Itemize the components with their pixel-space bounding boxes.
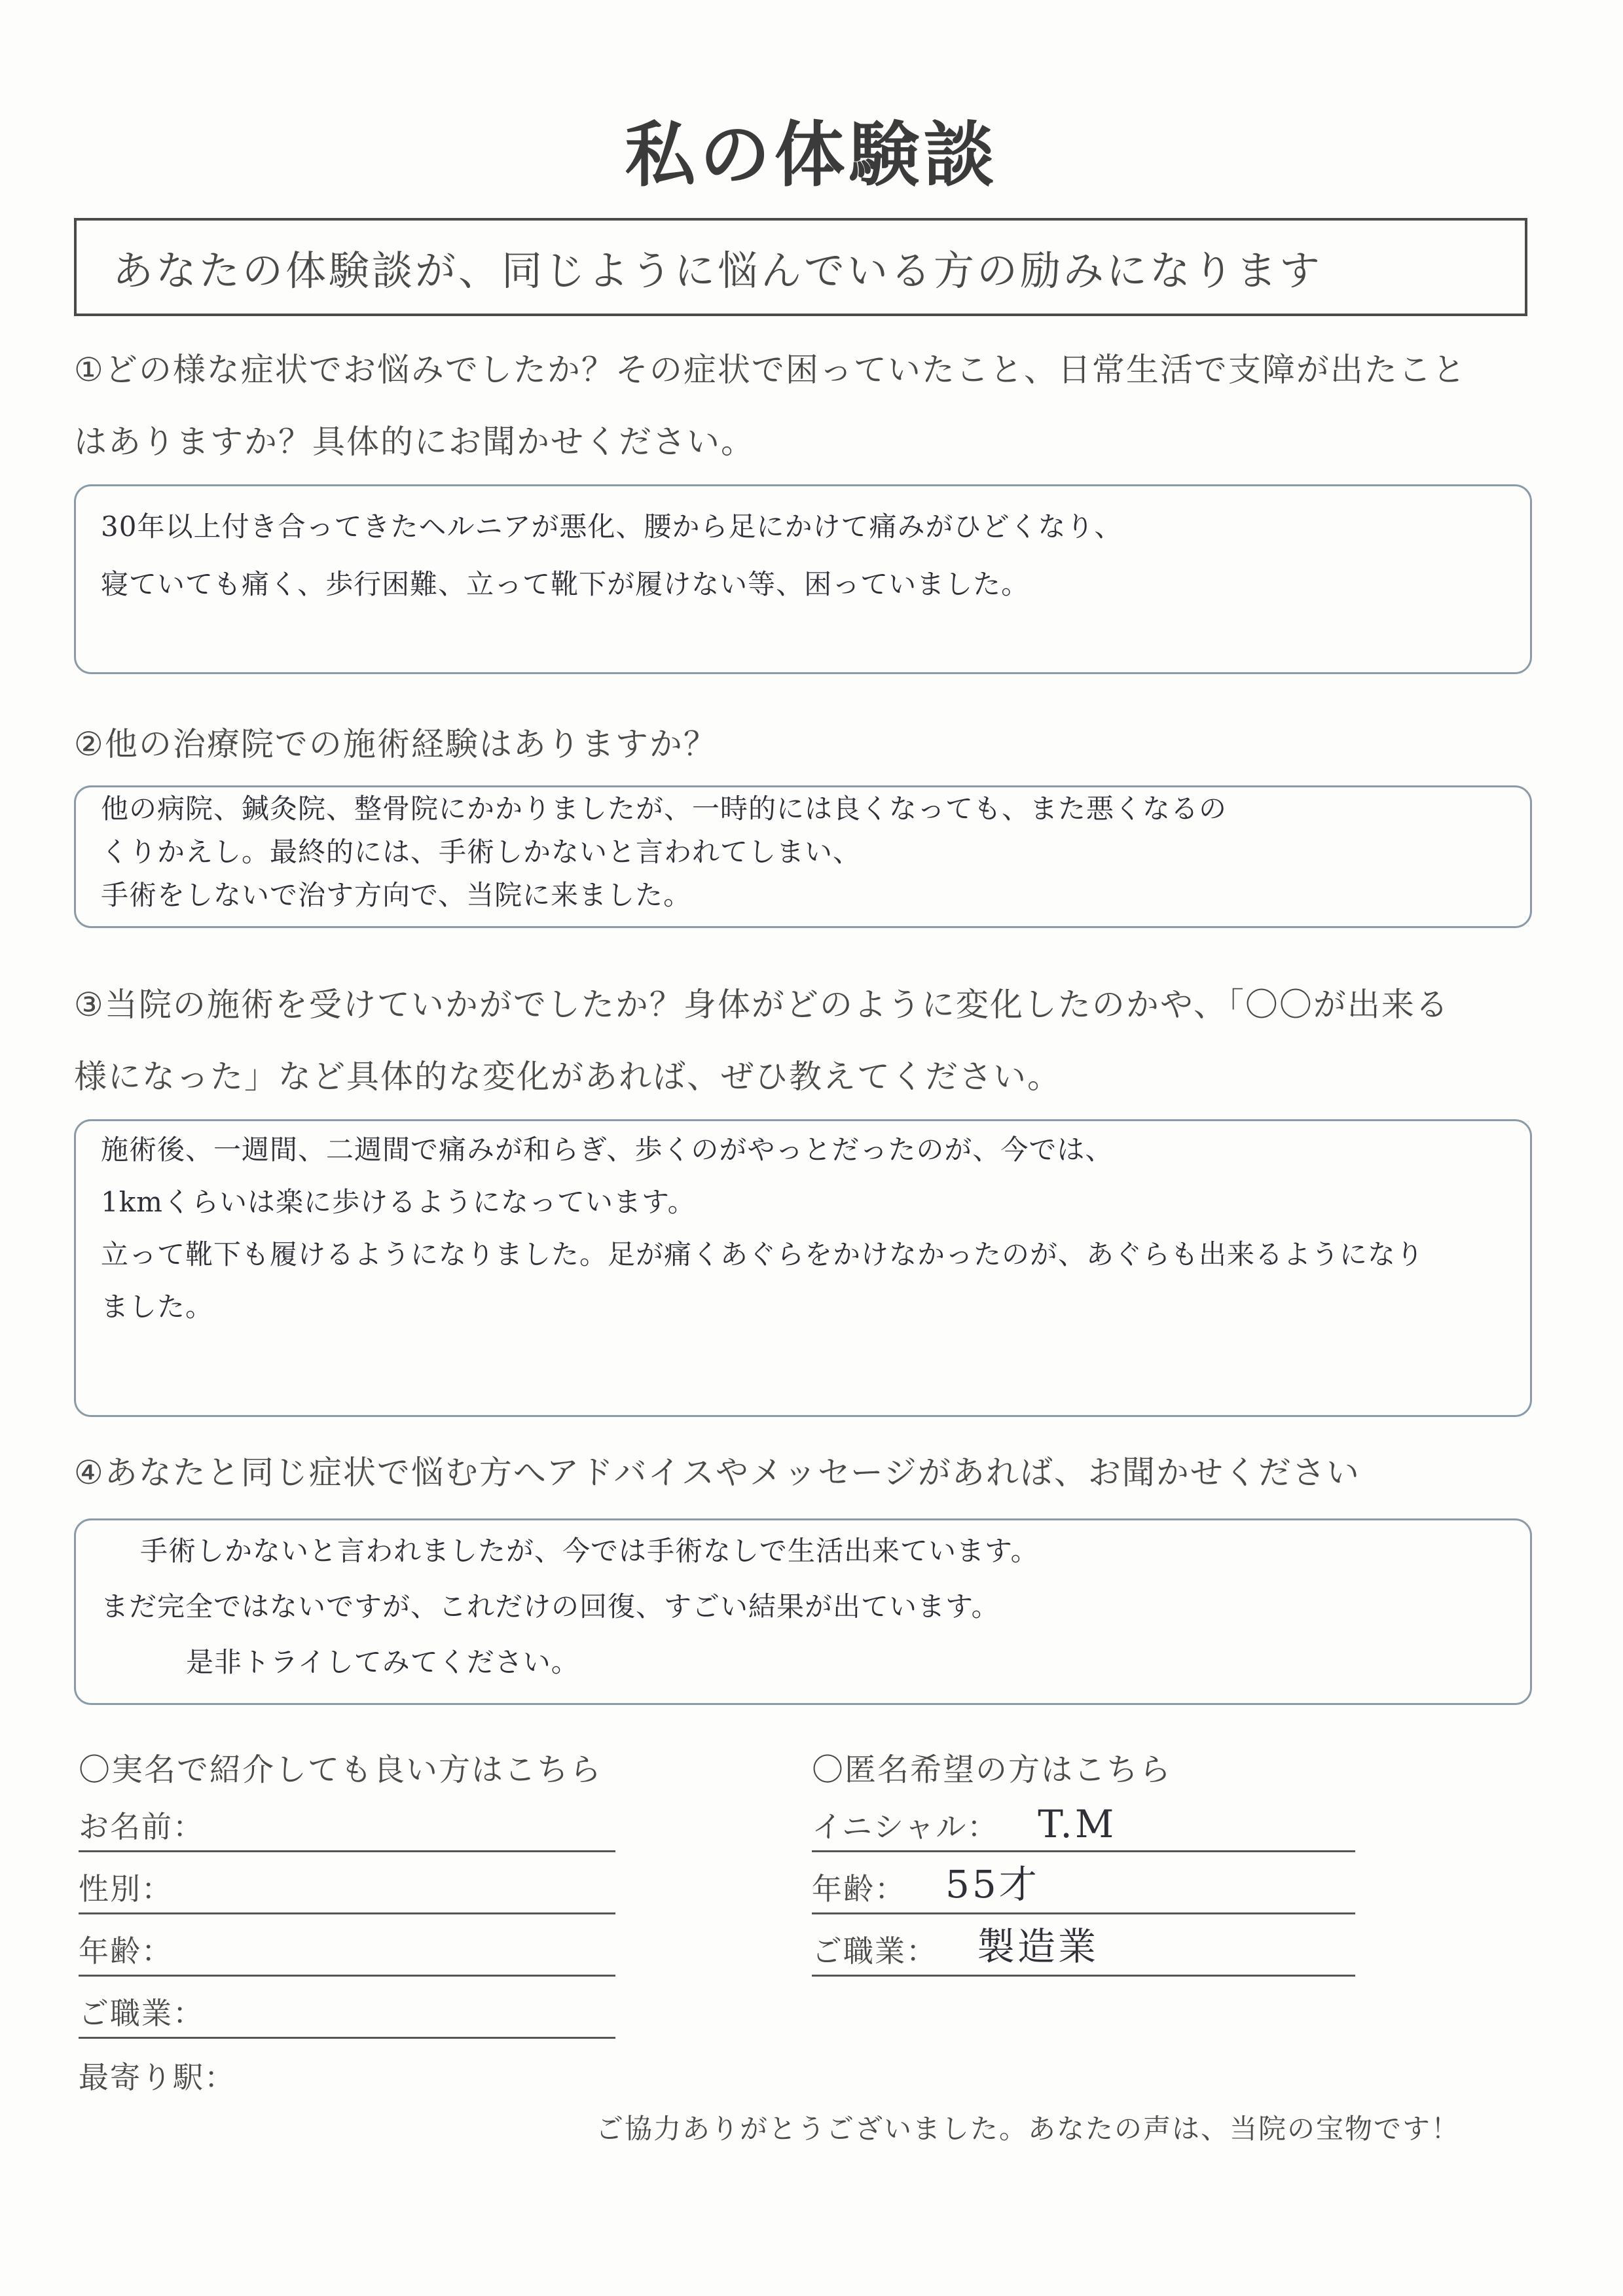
field-label: 年齢： [79, 1933, 173, 1969]
answer-1-line: 寝ていても痛く、歩行困難、立って靴下が履けない等、困っていました。 [101, 568, 1030, 600]
answer-3-line: 1kmくらいは楽に歩けるようになっています。 [101, 1186, 696, 1218]
anonymous-field-age[interactable] [812, 1862, 1355, 1914]
real-name-field-name[interactable] [79, 1800, 615, 1852]
answer-2-box[interactable] [74, 785, 1532, 928]
field-label: 性別： [79, 1871, 173, 1907]
field-label: ご職業： [79, 1996, 204, 2031]
question-3-line: 様になった」など具体的な変化があれば、ぜひ教えてください。 [74, 1058, 1061, 1096]
thanks-message: ご協力ありがとうございました。あなたの声は、当院の宝物です！ [596, 2113, 1461, 2145]
question-4-line: ④あなたと同じ症状で悩む方へアドバイスやメッセージがあれば、お聞かせください [74, 1454, 1360, 1492]
field-value: 55才 [945, 1862, 1040, 1907]
answer-4-line: まだ完全ではないですが、これだけの回復、すごい結果が出ています。 [101, 1590, 1000, 1623]
field-label: 年齢： [812, 1871, 906, 1907]
anonymous-section [812, 1744, 1355, 1977]
question-2-line: ②他の治療院での施術経験はありますか？ [74, 725, 718, 763]
anonymous-heading: 〇匿名希望の方はこちら [812, 1751, 1173, 1788]
answer-3-line: ました。 [101, 1291, 214, 1323]
real-name-section [79, 1744, 615, 2101]
answer-1-line: 30年以上付き合ってきたヘルニアが悪化、腰から足にかけて痛みがひどくなり、 [101, 511, 1123, 543]
anonymous-field-initials[interactable] [812, 1800, 1355, 1852]
answer-3-line: 施術後、一週間、二週間で痛みが和らぎ、歩くのがやっとだったのが、今では、 [101, 1134, 1114, 1166]
answer-2-line: 手術をしないで治す方向で、当院に来ました。 [101, 879, 692, 911]
question-2 [74, 708, 1547, 780]
answer-3-box[interactable] [74, 1119, 1532, 1417]
answer-2-line: くりかえし。最終的には、手術しかないと言われてしまい、 [101, 836, 862, 868]
answer-4-line: 是非トライしてみてください。 [186, 1646, 579, 1678]
question-3-line: ③当院の施術を受けていかがでしたか？身体がどのように変化したのかや、「〇〇が出来る [74, 986, 1450, 1024]
anonymous-field-occupation[interactable] [812, 1924, 1355, 1977]
real-name-field-occupation[interactable] [79, 1986, 615, 2039]
question-4 [74, 1437, 1547, 1509]
answer-4-line: 手術しかないと言われましたが、今では手術なしで生活出来ています。 [140, 1535, 1039, 1567]
field-value: 製造業 [977, 1924, 1099, 1969]
field-label: 最寄り駅： [79, 2060, 236, 2095]
subtitle-text: あなたの体験談が、同じように悩んでいる方の励みになります [113, 246, 1323, 295]
answer-4-box[interactable] [74, 1518, 1532, 1705]
question-1-line: ①どの様な症状でお悩みでしたか？その症状で困っていたこと、日常生活で支障が出たこと [74, 351, 1467, 389]
real-name-field-age[interactable] [79, 1924, 615, 1977]
field-label: お名前： [79, 1809, 204, 1844]
question-1-line: はありますか？具体的にお聞かせください。 [74, 423, 755, 461]
question-1 [74, 334, 1547, 478]
field-label: イニシャル： [812, 1809, 999, 1844]
real-name-field-gender[interactable] [79, 1862, 615, 1914]
answer-1-box[interactable] [74, 484, 1532, 674]
page-title: 私の体験談 [625, 115, 998, 196]
answer-2-line: 他の病院、鍼灸院、整骨院にかかりましたが、一時的には良くなっても、また悪くなるの [101, 793, 1228, 825]
field-value: T.M [1038, 1802, 1117, 1846]
question-3 [74, 969, 1547, 1113]
subtitle-banner [74, 218, 1527, 316]
real-name-heading: 〇実名で紹介しても良い方はこちら [79, 1751, 603, 1788]
answer-3-line: 立って靴下も履けるようになりました。足が痛くあぐらをかけなかったのが、あぐらも出来るようになり [101, 1238, 1425, 1270]
real-name-field-station[interactable] [79, 2049, 615, 2101]
field-label: ご職業： [812, 1933, 938, 1969]
